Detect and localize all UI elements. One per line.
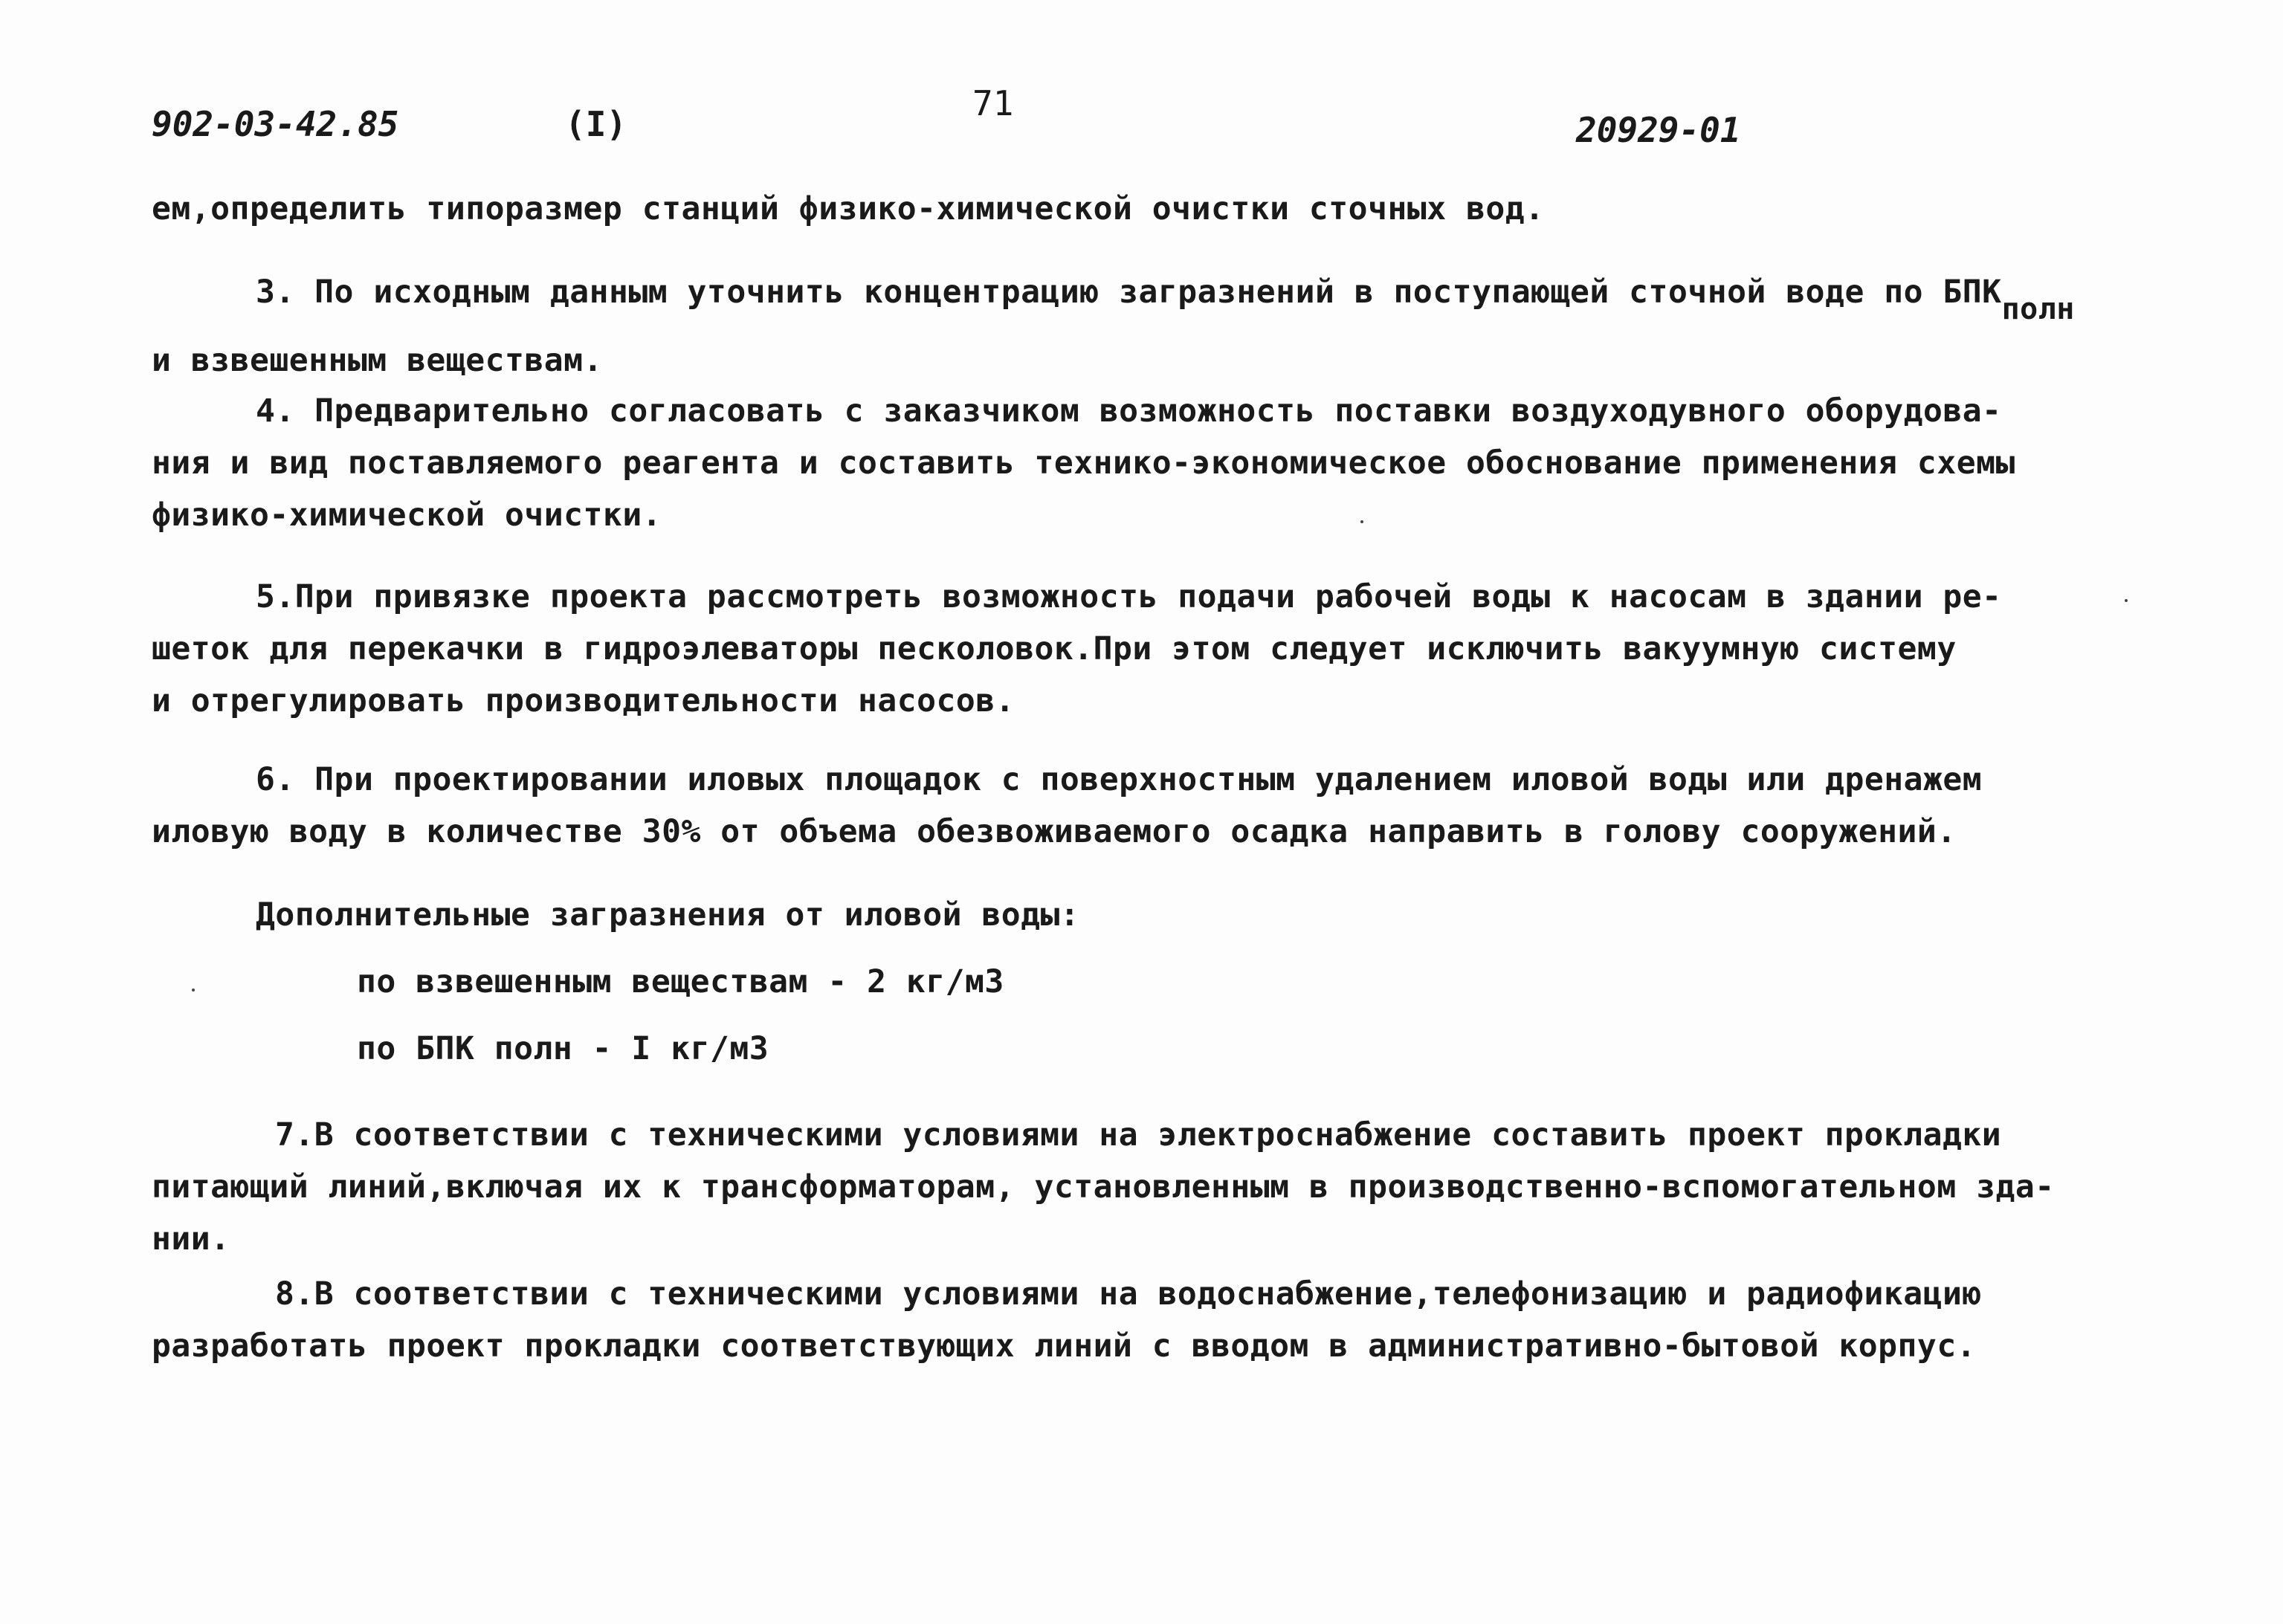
text-line: нии. [152, 1220, 230, 1258]
text-line: шеток для перекачки в гидроэлеваторы песколовок.При этом следует исключить вакуумную систему [152, 630, 1957, 667]
paragraph-4-line: 4. Предварительно согласовать с заказчиком возможность поставки воздуходувного оборудова- [256, 392, 2002, 430]
bpk-subscript: полн [2001, 292, 2075, 326]
paragraph-7-line: 7.В соответствии с техническими условиями на электроснабжение составить проект прокладки [275, 1116, 2002, 1154]
text-line: и взвешенным веществам. [152, 342, 603, 379]
volume-number: (I) [565, 104, 627, 144]
paragraph-6-line: 6. При проектировании иловых площадок с поверхностным удалением иловой воды или дренажем [256, 761, 1983, 798]
pollution-item: по БПК полн - I кг/м3 [357, 1030, 769, 1067]
paragraph-3-text: 3. По исходным данным уточнить концентрацию загразнений в поступающей сточной воде по БПК [256, 274, 2002, 311]
page-number: 71 [972, 83, 1014, 123]
text-line: разработать проект прокладки соответствующих линий с вводом в административно-бытовой корпус. [152, 1327, 1977, 1365]
inventory-number: 20929-01 [1576, 110, 1741, 150]
text-line: ния и вид поставляемого реагента и составить технико-экономическое обоснование применения схемы [152, 444, 2015, 482]
paragraph-3-line [256, 274, 2075, 326]
scan-speck [1360, 520, 1363, 523]
text-line: физико-химической очистки. [152, 496, 662, 534]
text-line: питающий линий,включая их к трансформаторам, установленным в производственно-вспомогательном зда- [152, 1168, 2055, 1206]
text-line: и отрегулировать производительности насосов. [152, 682, 1015, 719]
pollution-item: по взвешенным веществам - 2 кг/м3 [357, 963, 1004, 1000]
text-line: ем,определить типоразмер станций физико-химической очистки сточных вод. [152, 190, 1545, 227]
additional-pollution-title: Дополнительные загразнения от иловой воды: [256, 896, 1080, 934]
paragraph-5-line: 5.При привязке проекта рассмотреть возможность подачи рабочей воды к насосам в здании ре- [256, 578, 2002, 615]
scan-speck [2125, 599, 2128, 602]
paragraph-8-line: 8.В соответствии с техническими условиями на водоснабжение,телефонизацию и радиофикацию [275, 1275, 1982, 1313]
scan-speck [192, 989, 195, 991]
text-line: иловую воду в количестве 30% от объема обезвоживаемого осадка направить в голову сооружений. [152, 813, 1957, 850]
doc-code: 902-03-42.85 [152, 104, 399, 144]
